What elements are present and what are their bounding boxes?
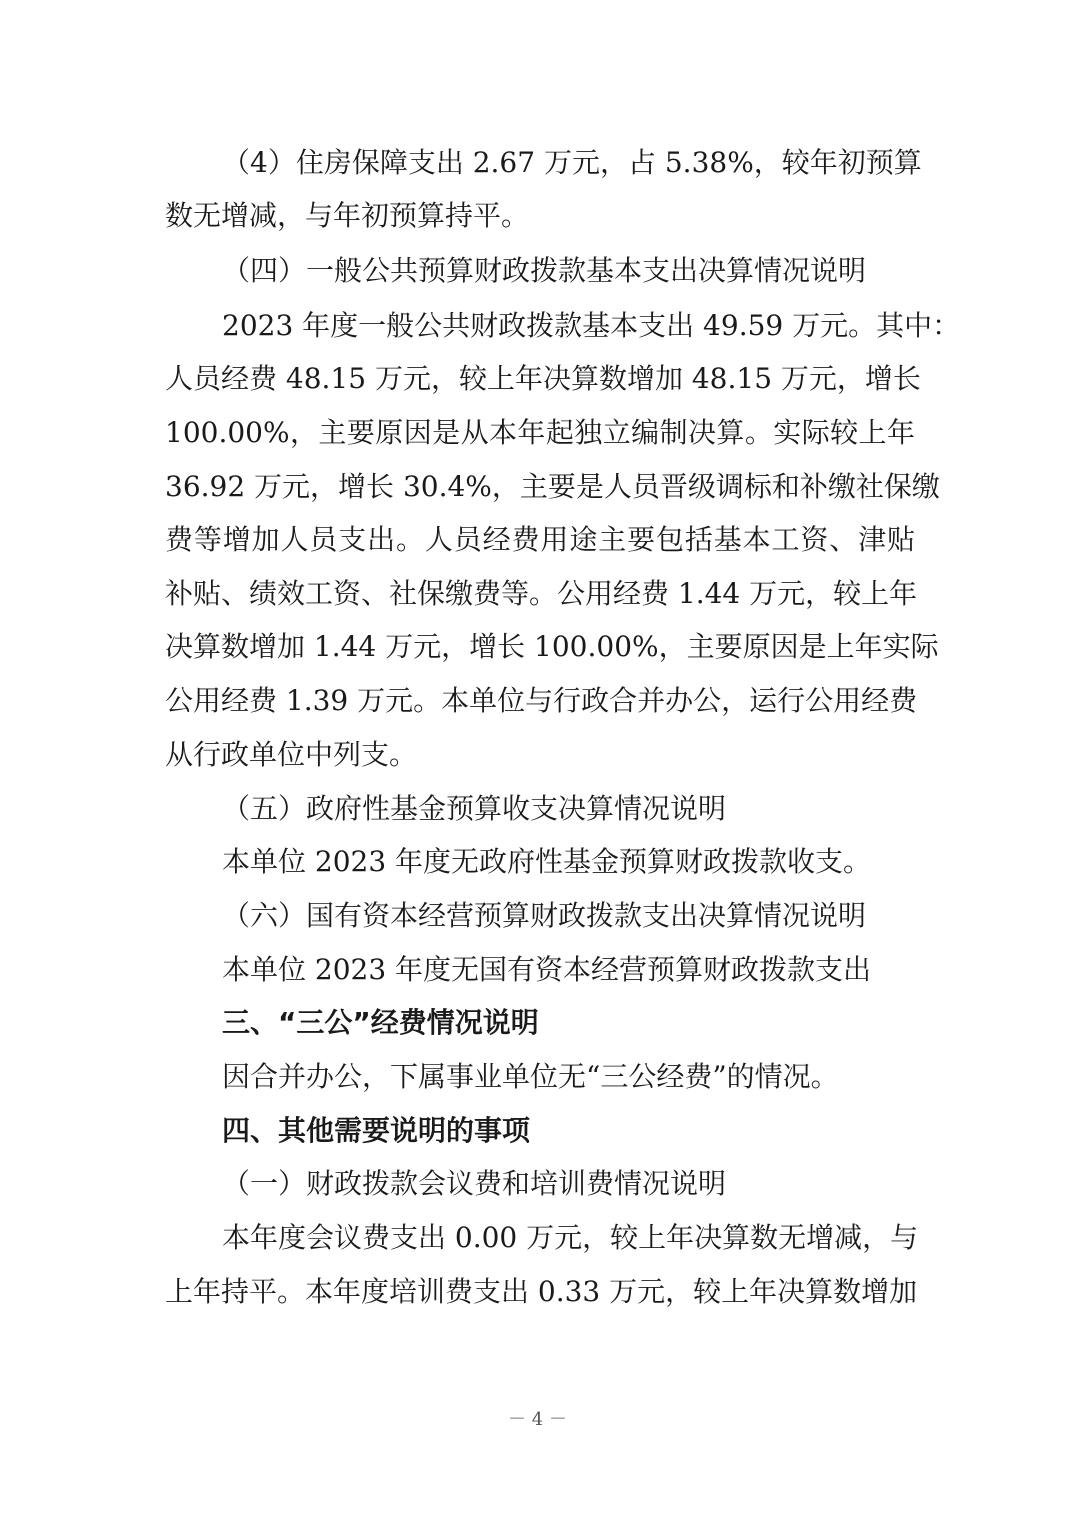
paragraph-line: 公用经费 1.39 万元。本单位与行政合并办公，运行公用经费 [165, 684, 918, 717]
paragraph-line: 人员经费 48.15 万元，较上年决算数增加 48.15 万元，增长 [165, 362, 921, 395]
paragraph-line: 本年度会议费支出 0.00 万元，较上年决算数无增减，与 [222, 1221, 919, 1254]
chapter-heading: 三、“三公”经费情况说明 [222, 1006, 539, 1039]
paragraph-line: 100.00%，主要原因是从本年起独立编制决算。实际较上年 [165, 416, 915, 449]
paragraph-line: 2023 年度一般公共财政拨款基本支出 49.59 万元。其中： [222, 309, 961, 342]
paragraph-line: 本单位 2023 年度无政府性基金预算财政拨款收支。 [222, 845, 872, 878]
paragraph-line: 本单位 2023 年度无国有资本经营预算财政拨款支出 [222, 953, 872, 986]
section-heading: （四）一般公共预算财政拨款基本支出决算情况说明 [222, 254, 867, 287]
paragraph-line: 补贴、绩效工资、社保缴费等。公用经费 1.44 万元，较上年 [165, 577, 918, 610]
paragraph-line: 费等增加人员支出。人员经费用途主要包括基本工资、津贴 [165, 523, 915, 556]
section-heading: （六）国有资本经营预算财政拨款支出决算情况说明 [222, 899, 867, 932]
page-number: － 4 － [508, 1409, 567, 1430]
paragraph-line: 因合并办公，下属事业单位无“三公经费”的情况。 [222, 1060, 839, 1093]
paragraph-line: 上年持平。本年度培训费支出 0.33 万元，较上年决算数增加 [165, 1275, 918, 1308]
paragraph-line: 决算数增加 1.44 万元，增长 100.00%，主要原因是上年实际 [165, 630, 939, 663]
paragraph-line: 数无增减，与年初预算持平。 [165, 199, 530, 232]
paragraph-line: 36.92 万元，增长 30.4%，主要是人员晋级调标和补缴社保缴 [165, 470, 940, 503]
chapter-heading: 四、其他需要说明的事项 [222, 1114, 531, 1147]
paragraph-line: （4）住房保障支出 2.67 万元，占 5.38%，较年初预算 [222, 146, 922, 179]
section-heading: （五）政府性基金预算收支决算情况说明 [222, 792, 727, 825]
paragraph-line: 从行政单位中列支。 [165, 738, 418, 771]
section-heading: （一）财政拨款会议费和培训费情况说明 [222, 1167, 727, 1200]
